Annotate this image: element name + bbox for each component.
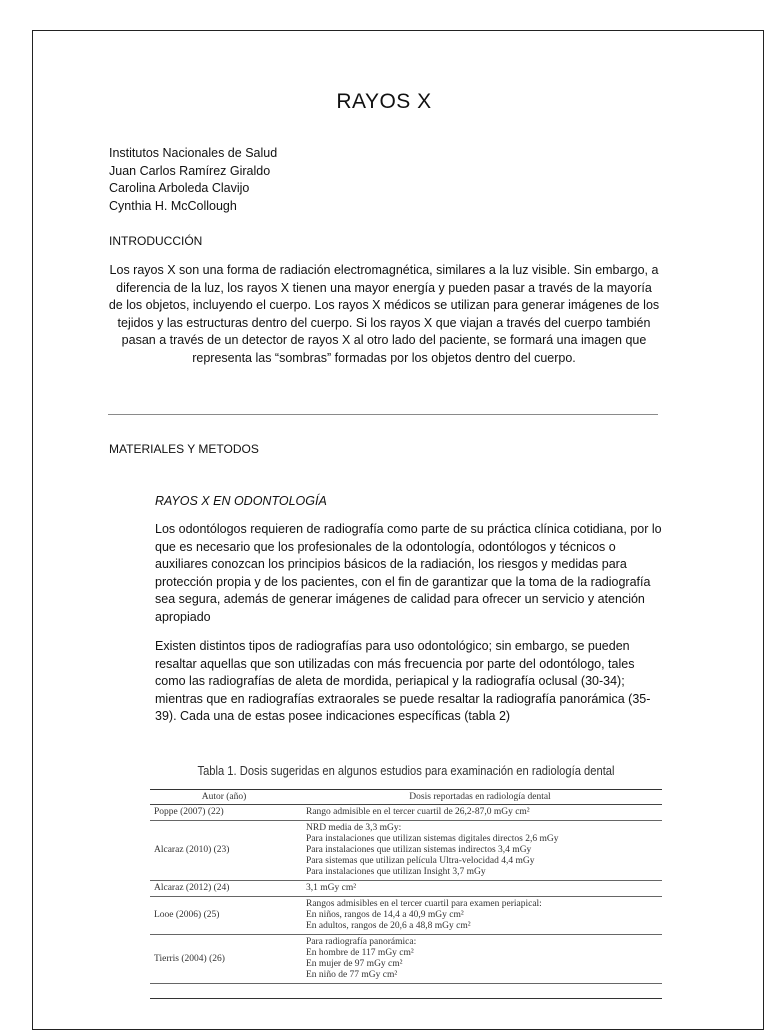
intro-paragraph: Los rayos X son una forma de radiación electromagnética, similares a la luz visible. Sin embargo, a diferencia de la luz, los rayos X tienen una mayor energía y pueden pasar a través de la mayoría de los objetos, incluyendo el cuerpo. Los rayos X médicos se utilizan para generar imágenes de los tejidos y las estructuras dentro del cuerpo. Si los rayos X que viajan a través del cuerpo también pasan a través de un detector de rayos X al otro lado del paciente, se formará una imagen que representa las “sombras” formadas por los objetos dentro del cuerpo.	[108, 263, 660, 365]
table-bottom-rule	[150, 998, 662, 999]
table-row	[150, 821, 662, 881]
table-header-row	[150, 790, 662, 805]
body-paragraph-1: Los odontólogos requieren de radiografía como parte de su práctica clínica cotidiana, por lo que es necesario que los profesionales de la odontología, odontólogos y técnicos o auxiliares conozcan los principios básicos de la radiación, los riesgos y medidas para protección propia y de los pacientes, con el fin de garantizar que la toma de la radiografía sea segura, además de generar imágenes de calidad para ofrecer un servicio y atención apropiado	[155, 522, 662, 624]
table-cell-author: Alcaraz (2010) (23)	[150, 821, 298, 881]
intro-heading: INTRODUCCIÓN	[109, 234, 203, 248]
author-name: Cynthia H. McCollough	[109, 198, 237, 213]
dose-line: Para sistemas que utilizan película Ultra-velocidad 4,4 mGy	[306, 856, 535, 866]
section-divider	[108, 414, 658, 415]
dose-line: Rangos admisibles en el tercer cuartil para examen periapical:	[306, 899, 542, 909]
table-cell-doses	[298, 935, 662, 984]
dose-table	[150, 789, 662, 984]
author-name: Juan Carlos Ramírez Giraldo	[109, 163, 271, 178]
dose-line: Para instalaciones que utilizan Insight 3,7 mGy	[306, 867, 486, 877]
document-title: RAYOS X	[336, 90, 432, 113]
dose-line: Rango admisible en el tercer cuartil de 26,2-87,0 mGy cm²	[306, 807, 530, 817]
dose-line: En niño de 77 mGy cm²	[306, 970, 398, 980]
table-row	[150, 935, 662, 984]
table-cell-doses	[298, 805, 662, 821]
table-cell-author: Looe (2006) (25)	[150, 897, 298, 935]
author-list	[109, 145, 277, 215]
table-row	[150, 805, 662, 821]
table-cell-author: Tierris (2004) (26)	[150, 935, 298, 984]
dose-line: En adultos, rangos de 20,6 a 48,8 mGy cm²	[306, 921, 471, 931]
table-row	[150, 881, 662, 897]
dose-line: Para radiografía panorámica:	[306, 937, 417, 947]
dose-line: En niños, rangos de 14,4 a 40,9 mGy cm²	[306, 910, 464, 920]
column-header-author: Autor (año)	[150, 790, 298, 805]
table-cell-doses	[298, 881, 662, 897]
table-cell-author: Poppe (2007) (22)	[150, 805, 298, 821]
dose-line: En hombre de 117 mGy cm²	[306, 948, 414, 958]
author-institution: Institutos Nacionales de Salud	[109, 146, 278, 160]
dose-table-container	[150, 789, 662, 1001]
dose-line: Para instalaciones que utilizan sistemas indirectos 3,4 mGy	[306, 845, 532, 855]
table-cell-doses	[298, 821, 662, 881]
table-cell-author: Alcaraz (2012) (24)	[150, 881, 298, 897]
dose-line: Para instalaciones que utilizan sistemas digitales directos 2,6 mGy	[306, 834, 559, 844]
body-paragraph-2: Existen distintos tipos de radiografías para uso odontológico; sin embargo, se pueden resaltar aquellas que son utilizadas con más frecuencia por parte del odontólogo, tales como las radiografías de aleta de mordida, periapical y la radiografía oclusal (30-34); mientras que en radiografías extraorales se puede resaltar la radiografía panorámica (35-39). Cada una de estas posee indicaciones específicas (tabla 2)	[155, 639, 651, 723]
table-caption: Tabla 1. Dosis sugeridas en algunos estudios para examinación en radiología dental	[197, 763, 615, 778]
dose-line: En mujer de 97 mGy cm²	[306, 959, 403, 969]
table-cell-doses	[298, 897, 662, 935]
table-row	[150, 897, 662, 935]
author-name: Carolina Arboleda Clavijo	[109, 181, 250, 195]
dose-line: NRD media de 3,3 mGy:	[306, 823, 402, 833]
methods-heading: MATERIALES Y METODOS	[109, 442, 259, 456]
subsection-heading: RAYOS X EN ODONTOLOGÍA	[155, 494, 327, 508]
dose-line: 3,1 mGy cm²	[306, 883, 357, 893]
column-header-doses: Dosis reportadas en radiología dental	[298, 790, 662, 805]
